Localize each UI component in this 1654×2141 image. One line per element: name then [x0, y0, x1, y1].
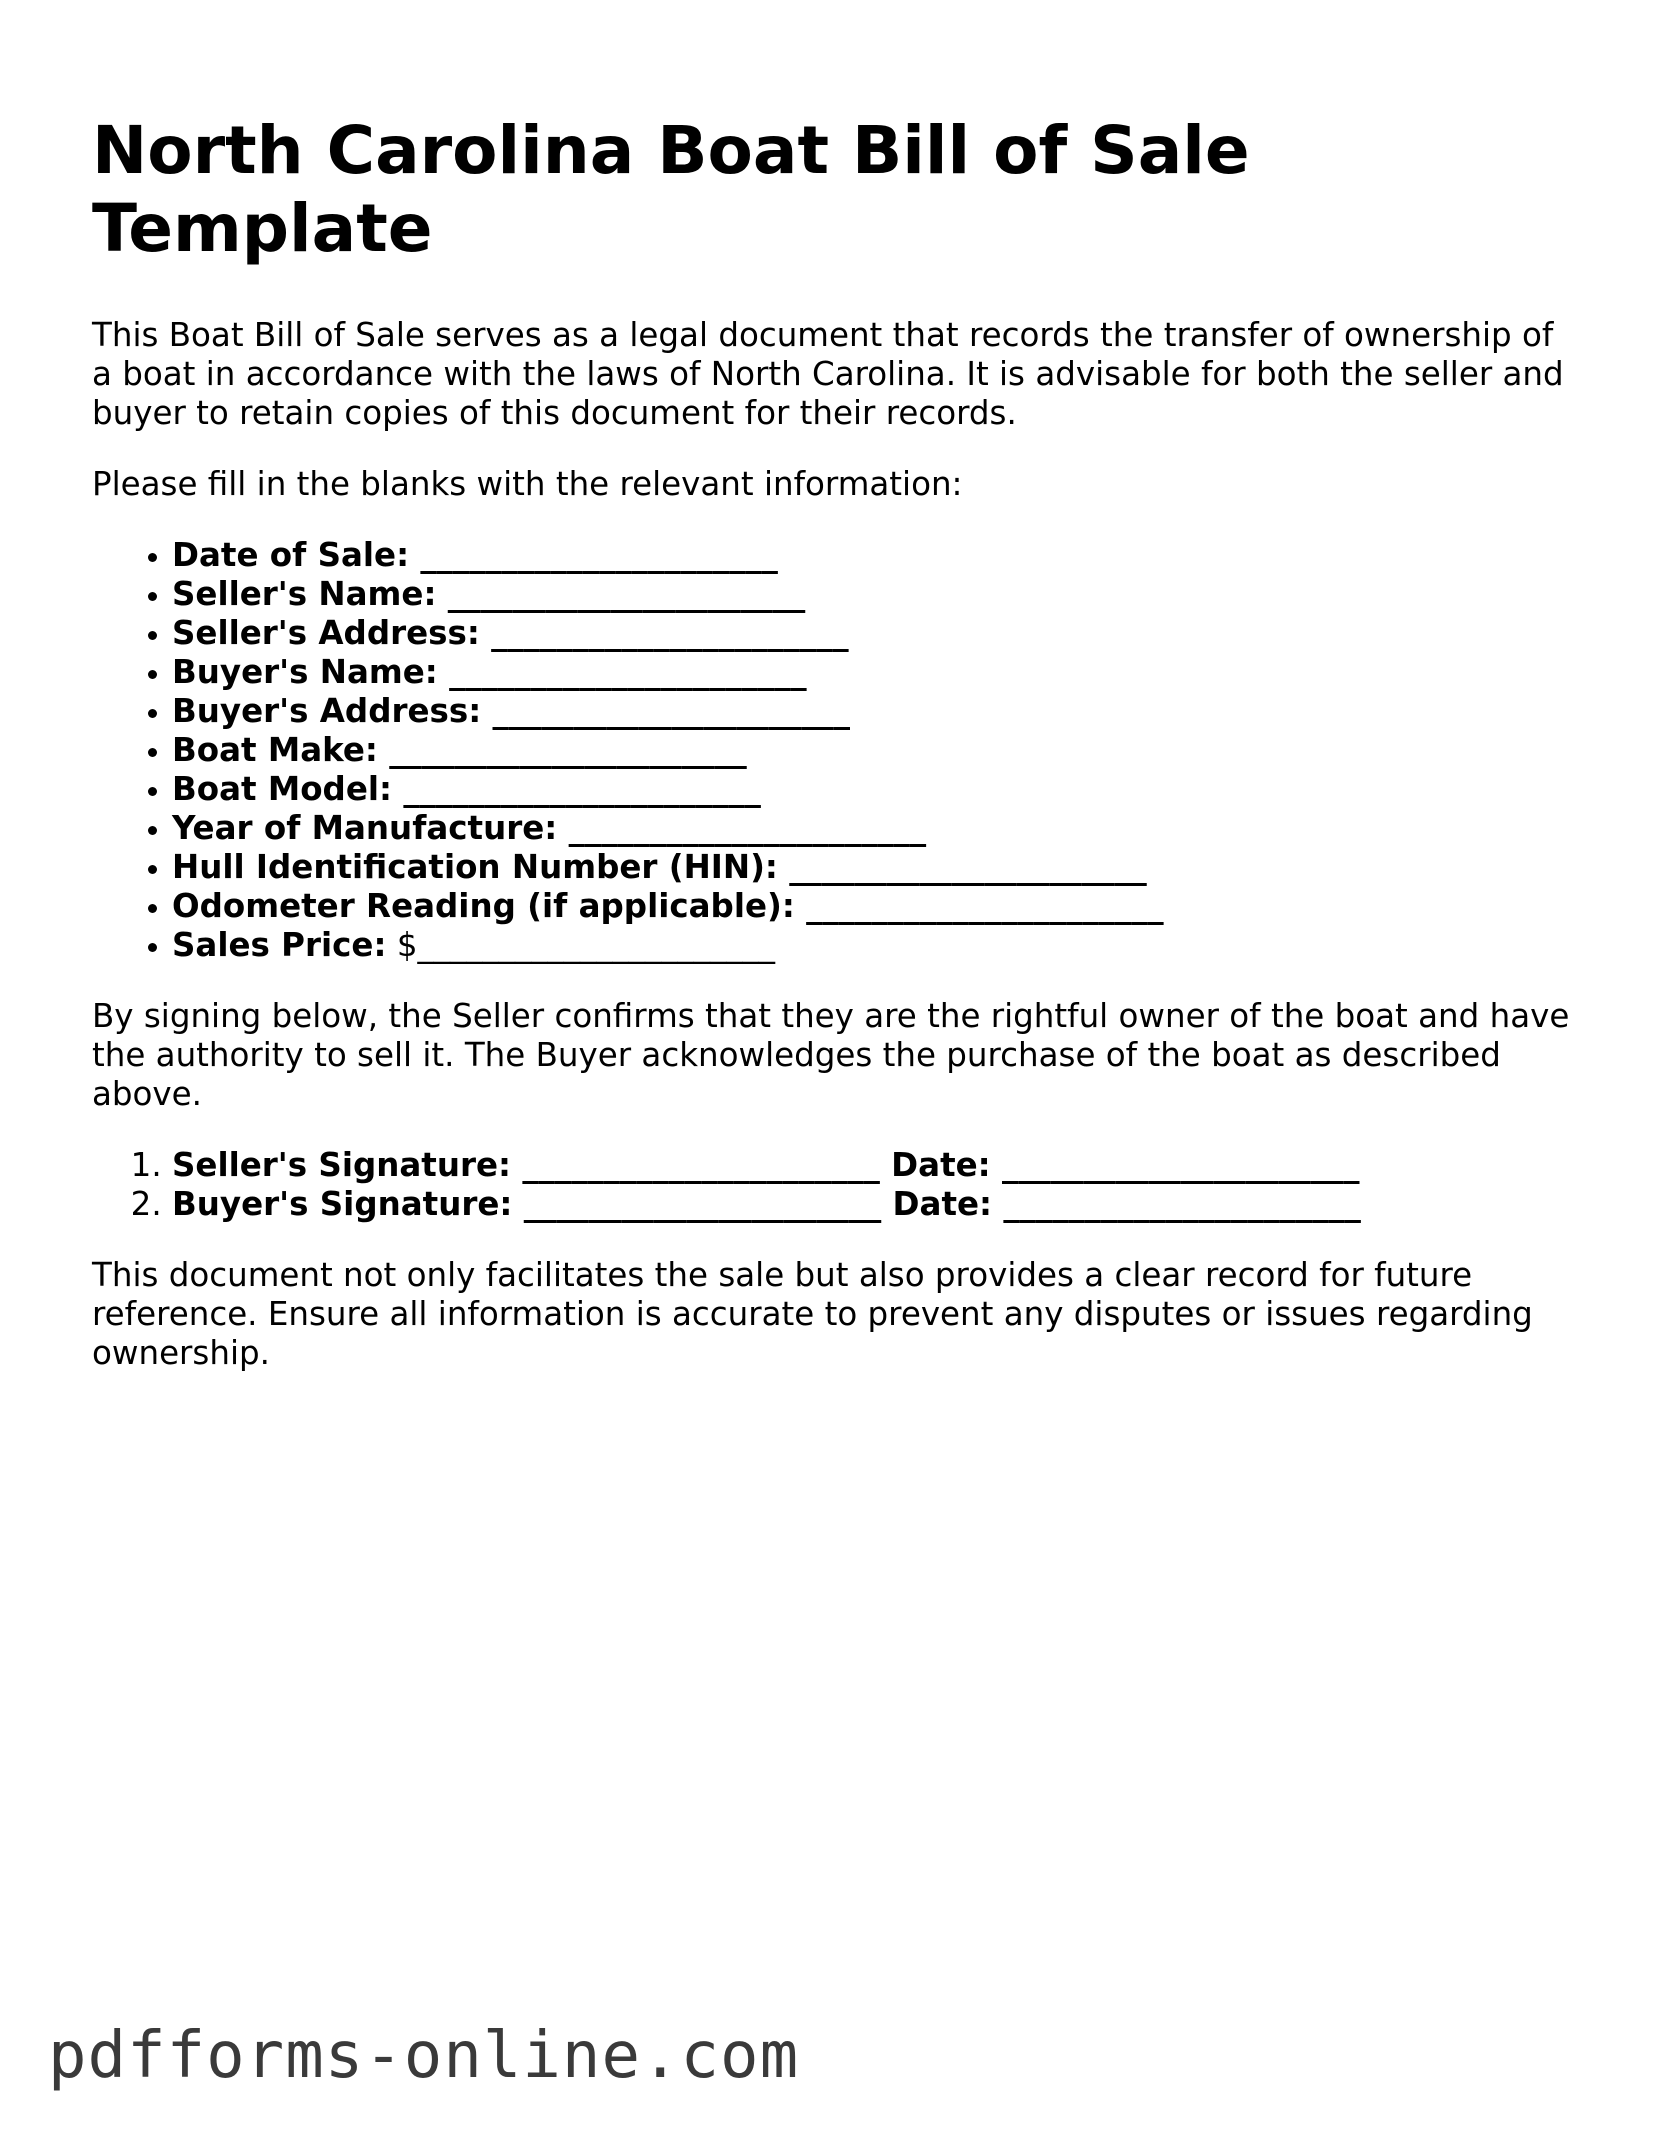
field-blank[interactable]: ______________________	[479, 614, 849, 652]
signatures-list	[92, 1146, 1572, 1224]
fields-list	[92, 536, 1572, 965]
closing-paragraph: This document not only facilitates the sale but also provides a clear record for future reference. Ensure all information is accurate to prevent any disputes or issues regarding ownership.	[92, 1256, 1533, 1372]
signature-label: Buyer's Signature:	[172, 1185, 513, 1223]
field-label: Boat Model:	[172, 770, 392, 808]
field-year-of-manufacture	[172, 809, 1572, 848]
field-blank[interactable]: ______________________	[409, 536, 778, 574]
document-title: North Carolina Boat Bill of Sale Template	[92, 112, 1250, 267]
date-label: Date:	[891, 1146, 991, 1184]
field-blank[interactable]: ______________________	[437, 653, 807, 691]
field-blank[interactable]: ______________________	[777, 848, 1147, 886]
field-label: Odometer Reading (if applicable):	[172, 887, 795, 925]
field-blank[interactable]: ______________________	[436, 575, 806, 613]
watermark-text: pdfforms-online.com	[48, 2019, 800, 2093]
intro-paragraph: This Boat Bill of Sale serves as a legal document that records the transfer of ownership of a boat in accordance with the laws of North Carolina. It is advisable for both the seller and buyer to retain copies of this document for their records.	[92, 316, 1564, 432]
field-buyer-name	[172, 653, 1572, 692]
field-blank[interactable]: ______________________	[481, 692, 851, 730]
signature-buyer	[172, 1185, 1572, 1224]
date-blank[interactable]: ______________________	[990, 1146, 1360, 1184]
field-label: Seller's Address:	[172, 614, 480, 652]
field-odometer-reading	[172, 887, 1572, 926]
field-boat-model	[172, 770, 1572, 809]
field-date-of-sale	[172, 536, 1572, 575]
field-hin	[172, 848, 1572, 887]
field-blank[interactable]: ______________________	[557, 809, 927, 847]
field-blank[interactable]: ______________________	[392, 770, 761, 808]
field-label: Boat Make:	[172, 731, 378, 769]
field-blank[interactable]: ______________________	[377, 731, 747, 769]
field-boat-make	[172, 731, 1572, 770]
field-label: Date of Sale:	[172, 536, 410, 574]
field-seller-name	[172, 575, 1572, 614]
signature-blank[interactable]: ______________________	[511, 1146, 892, 1184]
field-seller-address	[172, 614, 1572, 653]
field-label: Buyer's Name:	[172, 653, 438, 691]
field-blank[interactable]: $______________________	[386, 926, 775, 964]
field-buyer-address	[172, 692, 1572, 731]
field-label: Hull Identification Number (HIN):	[172, 848, 778, 886]
field-label: Buyer's Address:	[172, 692, 482, 730]
signature-blank[interactable]: ______________________	[512, 1185, 893, 1223]
date-blank[interactable]: ______________________	[992, 1185, 1361, 1223]
field-label: Seller's Name:	[172, 575, 437, 613]
field-sales-price	[172, 926, 1572, 965]
document-page	[92, 112, 1572, 1405]
signing-statement: By signing below, the Seller confirms that they are the rightful owner of the boat and have the authority to sell it. The Buyer acknowledges the purchase of the boat as described above.	[92, 997, 1570, 1113]
field-blank[interactable]: ______________________	[794, 887, 1164, 925]
signature-label: Seller's Signature:	[172, 1146, 512, 1184]
signature-seller	[172, 1146, 1572, 1185]
field-label: Sales Price:	[172, 926, 387, 964]
field-label: Year of Manufacture:	[172, 809, 558, 847]
instruction-paragraph: Please fill in the blanks with the relevant information:	[92, 465, 963, 503]
date-label: Date:	[892, 1185, 993, 1223]
